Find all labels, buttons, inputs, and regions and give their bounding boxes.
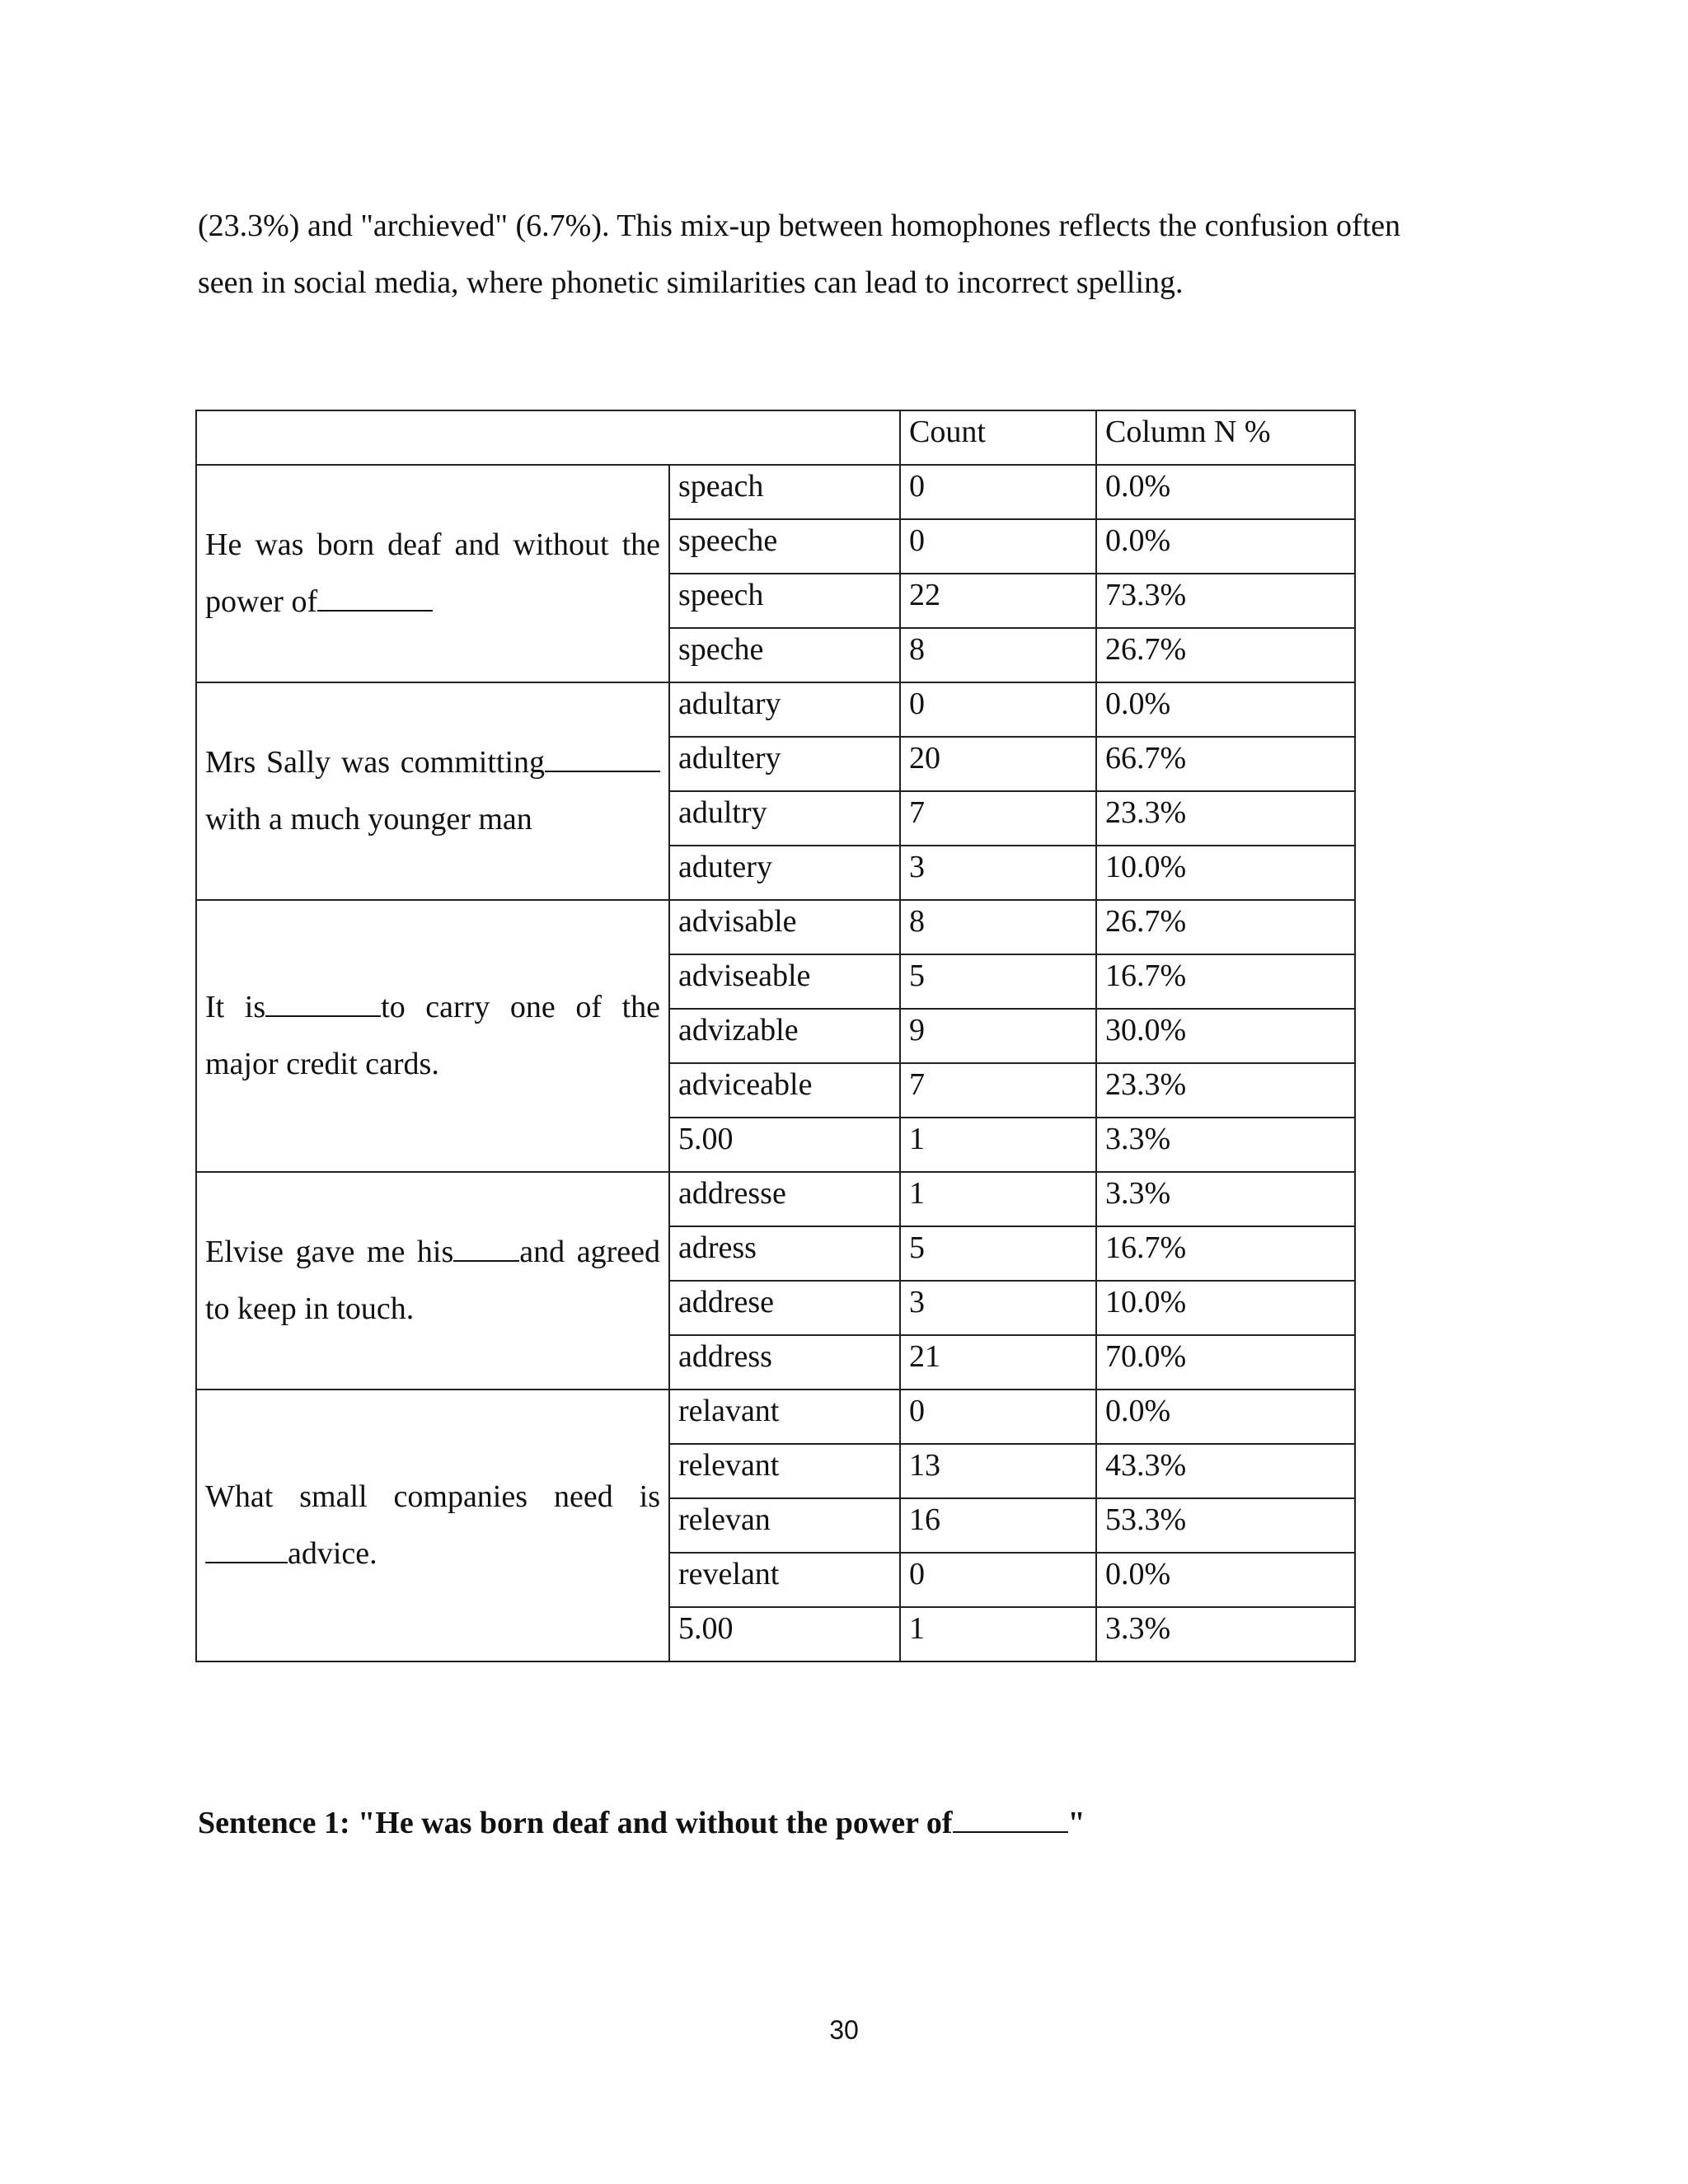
count-cell: 0 — [900, 682, 1096, 737]
percent-cell: 3.3% — [1096, 1172, 1355, 1226]
option-cell: speche — [669, 628, 900, 682]
option-cell: relevan — [669, 1498, 900, 1553]
question-cell — [196, 900, 669, 1172]
heading-close-quote: " — [1067, 1806, 1085, 1840]
count-header: Count — [900, 410, 1096, 465]
percent-cell: 0.0% — [1096, 1390, 1355, 1444]
option-cell: 5.00 — [669, 1118, 900, 1172]
percent-cell: 0.0% — [1096, 1553, 1355, 1607]
answer-blank — [453, 1235, 519, 1262]
table-row — [196, 682, 1355, 737]
question-text: What small companies need is — [205, 1479, 660, 1514]
question-text: and agreed to keep in touch. — [205, 1235, 660, 1326]
option-cell: addrese — [669, 1281, 900, 1335]
option-cell: speeche — [669, 519, 900, 574]
question-text: He was born deaf and without the power of — [205, 527, 660, 619]
option-cell: adultry — [669, 791, 900, 846]
table-header-row — [196, 410, 1355, 465]
answer-blank — [317, 585, 433, 612]
count-cell: 9 — [900, 1009, 1096, 1063]
count-cell: 7 — [900, 791, 1096, 846]
percent-cell: 73.3% — [1096, 574, 1355, 628]
header-empty-cell — [196, 410, 900, 465]
option-cell: relevant — [669, 1444, 900, 1498]
percent-cell: 26.7% — [1096, 900, 1355, 954]
option-cell: revelant — [669, 1553, 900, 1607]
option-cell: adress — [669, 1226, 900, 1281]
count-cell: 8 — [900, 628, 1096, 682]
count-cell: 0 — [900, 1553, 1096, 1607]
percent-cell: 0.0% — [1096, 682, 1355, 737]
percent-cell: 0.0% — [1096, 519, 1355, 574]
percent-cell: 26.7% — [1096, 628, 1355, 682]
count-cell: 8 — [900, 900, 1096, 954]
option-cell: advisable — [669, 900, 900, 954]
option-cell: adultary — [669, 682, 900, 737]
count-cell: 21 — [900, 1335, 1096, 1390]
heading-text: Sentence 1: "He was born deaf and without the power of — [198, 1806, 953, 1840]
option-cell: relavant — [669, 1390, 900, 1444]
percent-cell: 23.3% — [1096, 791, 1355, 846]
percent-cell: 70.0% — [1096, 1335, 1355, 1390]
answer-blank — [545, 746, 660, 772]
count-cell: 13 — [900, 1444, 1096, 1498]
percent-cell: 10.0% — [1096, 1281, 1355, 1335]
option-cell: address — [669, 1335, 900, 1390]
percent-cell: 30.0% — [1096, 1009, 1355, 1063]
table-row — [196, 1390, 1355, 1444]
question-text: advice. — [288, 1536, 377, 1571]
percent-cell: 16.7% — [1096, 954, 1355, 1009]
count-cell: 1 — [900, 1172, 1096, 1226]
sentence-heading — [198, 1805, 1085, 1841]
percent-cell: 16.7% — [1096, 1226, 1355, 1281]
percent-header: Column N % — [1096, 410, 1355, 465]
question-cell — [196, 682, 669, 900]
table-row — [196, 1172, 1355, 1226]
heading-blank — [953, 1807, 1068, 1833]
question-cell — [196, 1390, 669, 1661]
option-cell: 5.00 — [669, 1607, 900, 1661]
question-text: to carry one of the major credit cards. — [205, 990, 660, 1081]
option-cell: speech — [669, 574, 900, 628]
count-cell: 0 — [900, 465, 1096, 519]
answer-blank — [205, 1537, 288, 1563]
intro-line: (23.3%) and "archieved" (6.7%). This mix-up between homophones reflects the confusion often — [198, 209, 1401, 243]
intro-line: seen in social media, where phonetic similarities can lead to incorrect spelling. — [198, 265, 1184, 300]
count-cell: 3 — [900, 1281, 1096, 1335]
count-cell: 0 — [900, 519, 1096, 574]
option-cell: speach — [669, 465, 900, 519]
percent-cell: 0.0% — [1096, 465, 1355, 519]
question-text: It is — [205, 990, 266, 1024]
count-cell: 16 — [900, 1498, 1096, 1553]
option-cell: adviseable — [669, 954, 900, 1009]
percent-cell: 10.0% — [1096, 846, 1355, 900]
percent-cell: 23.3% — [1096, 1063, 1355, 1118]
count-cell: 5 — [900, 954, 1096, 1009]
table-row — [196, 900, 1355, 954]
percent-cell: 43.3% — [1096, 1444, 1355, 1498]
question-text: Elvise gave me his — [205, 1235, 454, 1269]
count-cell: 7 — [900, 1063, 1096, 1118]
count-cell: 5 — [900, 1226, 1096, 1281]
question-cell — [196, 465, 669, 682]
percent-cell: 66.7% — [1096, 737, 1355, 791]
option-cell: adutery — [669, 846, 900, 900]
table-row — [196, 465, 1355, 519]
count-cell: 1 — [900, 1607, 1096, 1661]
option-cell: adviceable — [669, 1063, 900, 1118]
spelling-results-table — [195, 410, 1356, 1662]
count-cell: 0 — [900, 1390, 1096, 1444]
intro-paragraph — [198, 198, 1517, 312]
page-number: 30 — [829, 2015, 859, 2045]
answer-blank — [265, 991, 381, 1017]
count-cell: 20 — [900, 737, 1096, 791]
count-cell: 1 — [900, 1118, 1096, 1172]
count-cell: 3 — [900, 846, 1096, 900]
question-text: Mrs Sally was committing — [205, 745, 545, 780]
question-cell — [196, 1172, 669, 1390]
option-cell: advizable — [669, 1009, 900, 1063]
option-cell: adultery — [669, 737, 900, 791]
percent-cell: 3.3% — [1096, 1607, 1355, 1661]
option-cell: addresse — [669, 1172, 900, 1226]
percent-cell: 3.3% — [1096, 1118, 1355, 1172]
percent-cell: 53.3% — [1096, 1498, 1355, 1553]
count-cell: 22 — [900, 574, 1096, 628]
question-text: with a much younger man — [205, 802, 532, 837]
